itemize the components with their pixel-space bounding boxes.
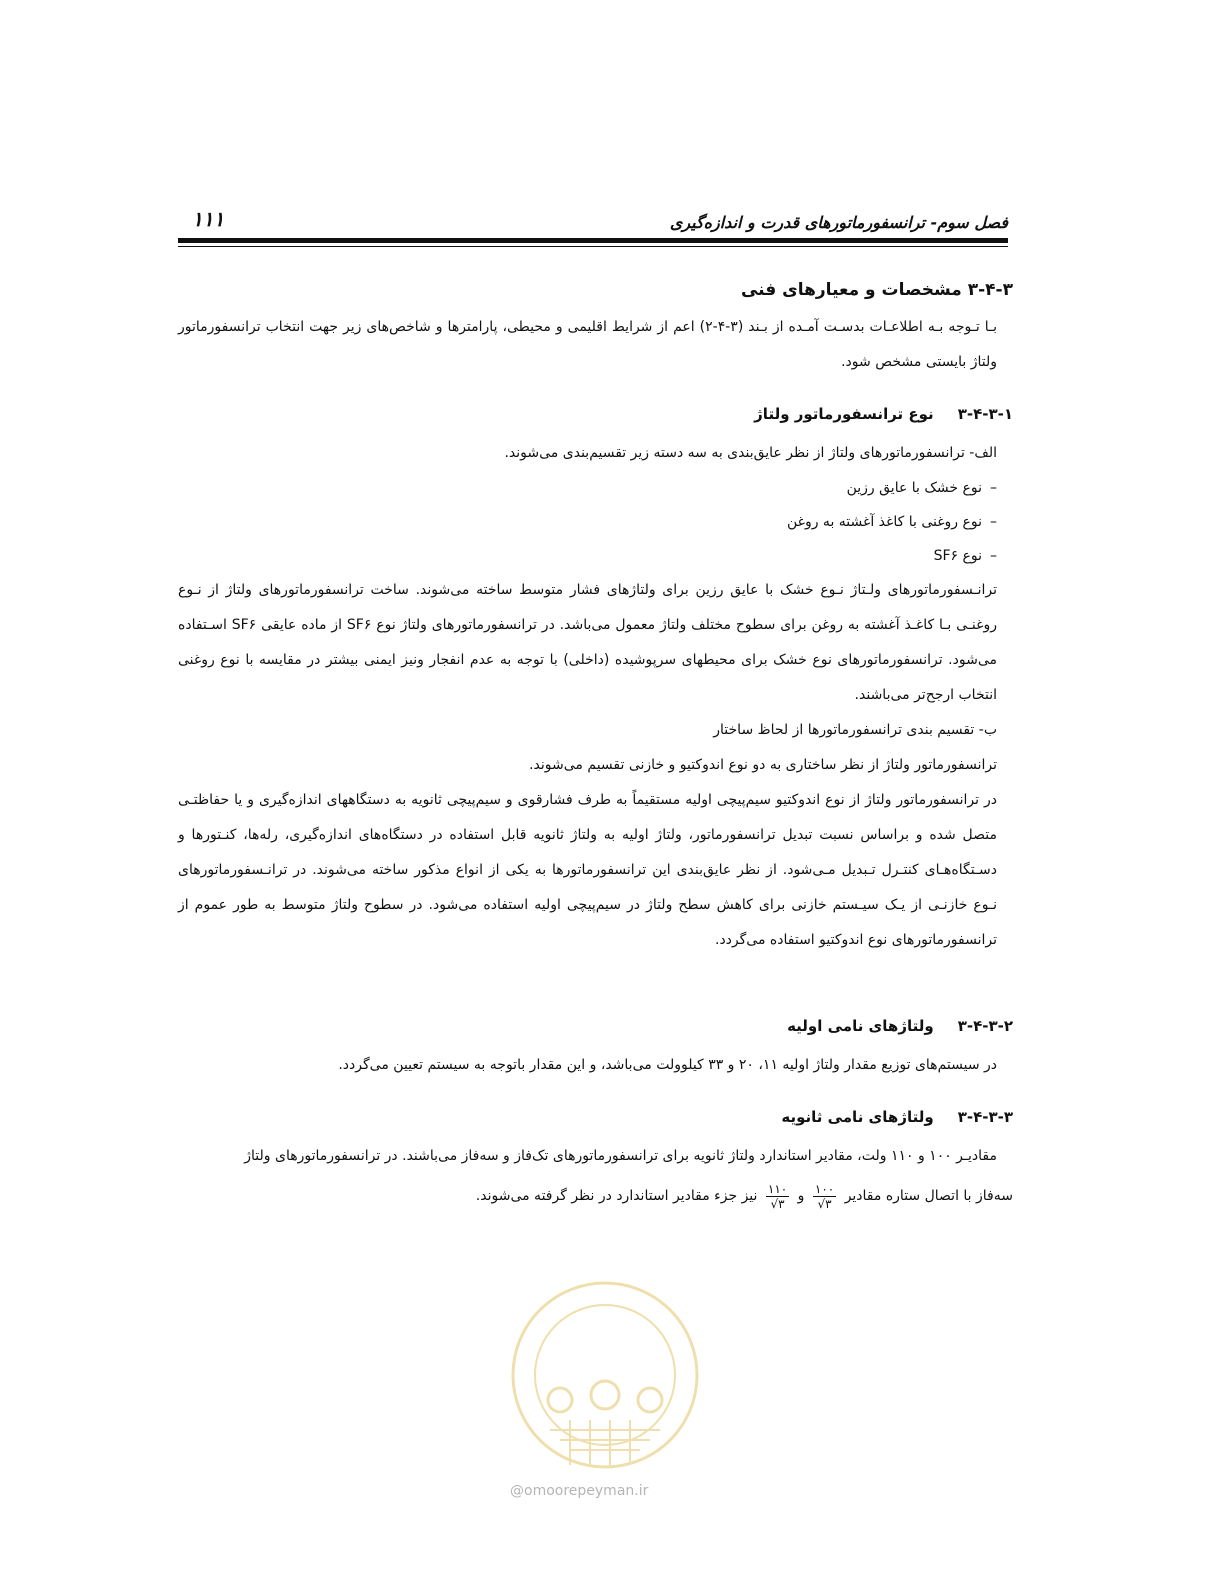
subsection-2-heading	[178, 1004, 1013, 1048]
watermark-logo	[500, 1280, 710, 1480]
watermark-url: @omoorepeyman.ir	[510, 1483, 649, 1499]
header-rule-thin	[178, 246, 1008, 247]
section-intro: بـا تـوجه بـه اطلاعـات بدسـت آمـده از بـند (۳-۴-۲) اعم از شرایط اقلیمی و محیطی، پارامترها و شاخص‌های زیر جهت انتخاب ترانسفورماتور ولتاژ بایستی مشخص شود.	[178, 319, 997, 370]
list-item: –نوع خشک با عایق رزین	[846, 480, 997, 496]
primary-voltage-text: در سیستم‌های توزیع مقدار ولتاژ اولیه ۱۱، ۲۰ و ۳۳ کیلوولت می‌باشد، و این مقدار باتوجه به سیستم تعیین می‌گردد.	[338, 1057, 997, 1073]
subsection-3-heading	[178, 1095, 1013, 1139]
page-body	[178, 270, 1013, 1218]
subsection-1-number: ۳-۴-۳-۱	[957, 405, 1013, 423]
subsection-2-number: ۳-۴-۳-۲	[957, 1017, 1013, 1035]
secondary-voltage-text: مقادیـر ۱۰۰ و ۱۱۰ ولت، مقادیر استاندارد ولتاژ ثانویه برای ترانسفورماتورهای تک‌فاز و سه‌فاز می‌باشند. در ترانسفورماتورهای ولتاژ	[244, 1148, 997, 1164]
secondary-voltage-formula-line: سه‌فاز با اتصال ستاره مقادیر $\frac{۱۰۰}{√۳}$ و $\frac{۱۱۰}{√۳}$ نیز جزء مقادیر استاندارد در نظر گرفته می‌شوند.	[475, 1181, 1013, 1211]
header-rule-thick	[178, 238, 1008, 243]
fraction-100-sqrt3: $\frac{۱۰۰}{√۳}$	[814, 1181, 835, 1211]
item-a: الف- ترانسفورماتورهای ولتاژ از نظر عایق‌بندی به سه دسته زیر تقسیم‌بندی می‌شوند.	[504, 445, 997, 461]
item-b-text: ترانسفورماتور ولتاژ از نظر ساختاری به دو نوع اندوکتیو و خازنی تقسیم می‌شوند.	[529, 757, 997, 773]
chapter-title: فصل سوم- ترانسفورماتورهای قدرت و اندازه‌گیری	[669, 213, 1008, 232]
list-item: –نوع روغنی با کاغذ آغشته به روغن	[786, 514, 997, 530]
paragraph-insulation: ترانـسفورماتورهای ولـتاژ نـوع خشک با عایق رزین برای ولتاژهای فشار متوسط ساخته می‌شوند. ساخت ترانسفورماتورهای ولتاژ از نـوع روغنـی بـا کاغـذ آغشته به روغن برای سطوح مختلف ولتاژ معمول می‌باشد. در ترانسفورماتورهای ولتاژ نوع SF۶ از ماده عایقی SF۶ اسـتفاده می‌شود. ترانسفورماتورهای نوع خشک برای محیطهای سرپوشیده (داخلی) با توجه به عدم انفجار ونیز ایمنی بیشتر در مقایسه با نوع روغنی انتخاب ارجح‌تر می‌باشند.	[178, 582, 997, 703]
fraction-110-sqrt3: $\frac{۱۱۰}{√۳}$	[767, 1181, 788, 1211]
page-number: ۱۱۱	[192, 207, 225, 231]
subsection-2-title: ولتاژهای نامی اولیه	[787, 1017, 934, 1035]
subsection-1-title: نوع ترانسفورماتور ولتاژ	[754, 405, 934, 423]
page-header	[178, 205, 1008, 245]
list-item: –نوع SF۶	[933, 548, 997, 564]
subsection-3-title: ولتاژهای نامی ثانویه	[781, 1108, 934, 1126]
paragraph-structure: در ترانسفورماتور ولتاژ از نوع اندوکتیو سیم‌پیچی اولیه مستقیماً به طرف فشارقوی و سیم‌پیچی ثانویه به دستگاههای اندازه‌گیری و یا حفاظتـی متصل شده و براساس نسبت تبدیل ترانسفورماتور، ولتاژ اولیه به ولتاژ ثانویه قابل استفاده در دستگاه‌های اندازه‌گیری، رله‌ها، کنـتورها و دسـتگاه‌هـای کنتـرل تـبدیل مـی‌شود. از نظر عایق‌بندی این ترانسفورماتورها به یکی از انواع مذکور ساخته می‌شوند. در ترانـسفورماتورهای نـوع خازنـی از یـک سیـستم خازنی برای کاهش سطح ولتاژ در سیم‌پیچی اولیه استفاده می‌شود. در سطوح ولتاژ متوسط به طور عموم از ترانسفورماتورهای نوع اندوکتیو استفاده می‌گردد.	[178, 792, 997, 948]
item-b: ب- تقسیم بندی ترانسفورماتورها از لحاظ ساختار	[713, 722, 997, 738]
section-heading: ۳-۴-۳ مشخصات و معیارهای فنی	[740, 280, 1013, 300]
subsection-1-heading	[178, 392, 1013, 436]
subsection-3-number: ۳-۴-۳-۳	[957, 1108, 1013, 1126]
